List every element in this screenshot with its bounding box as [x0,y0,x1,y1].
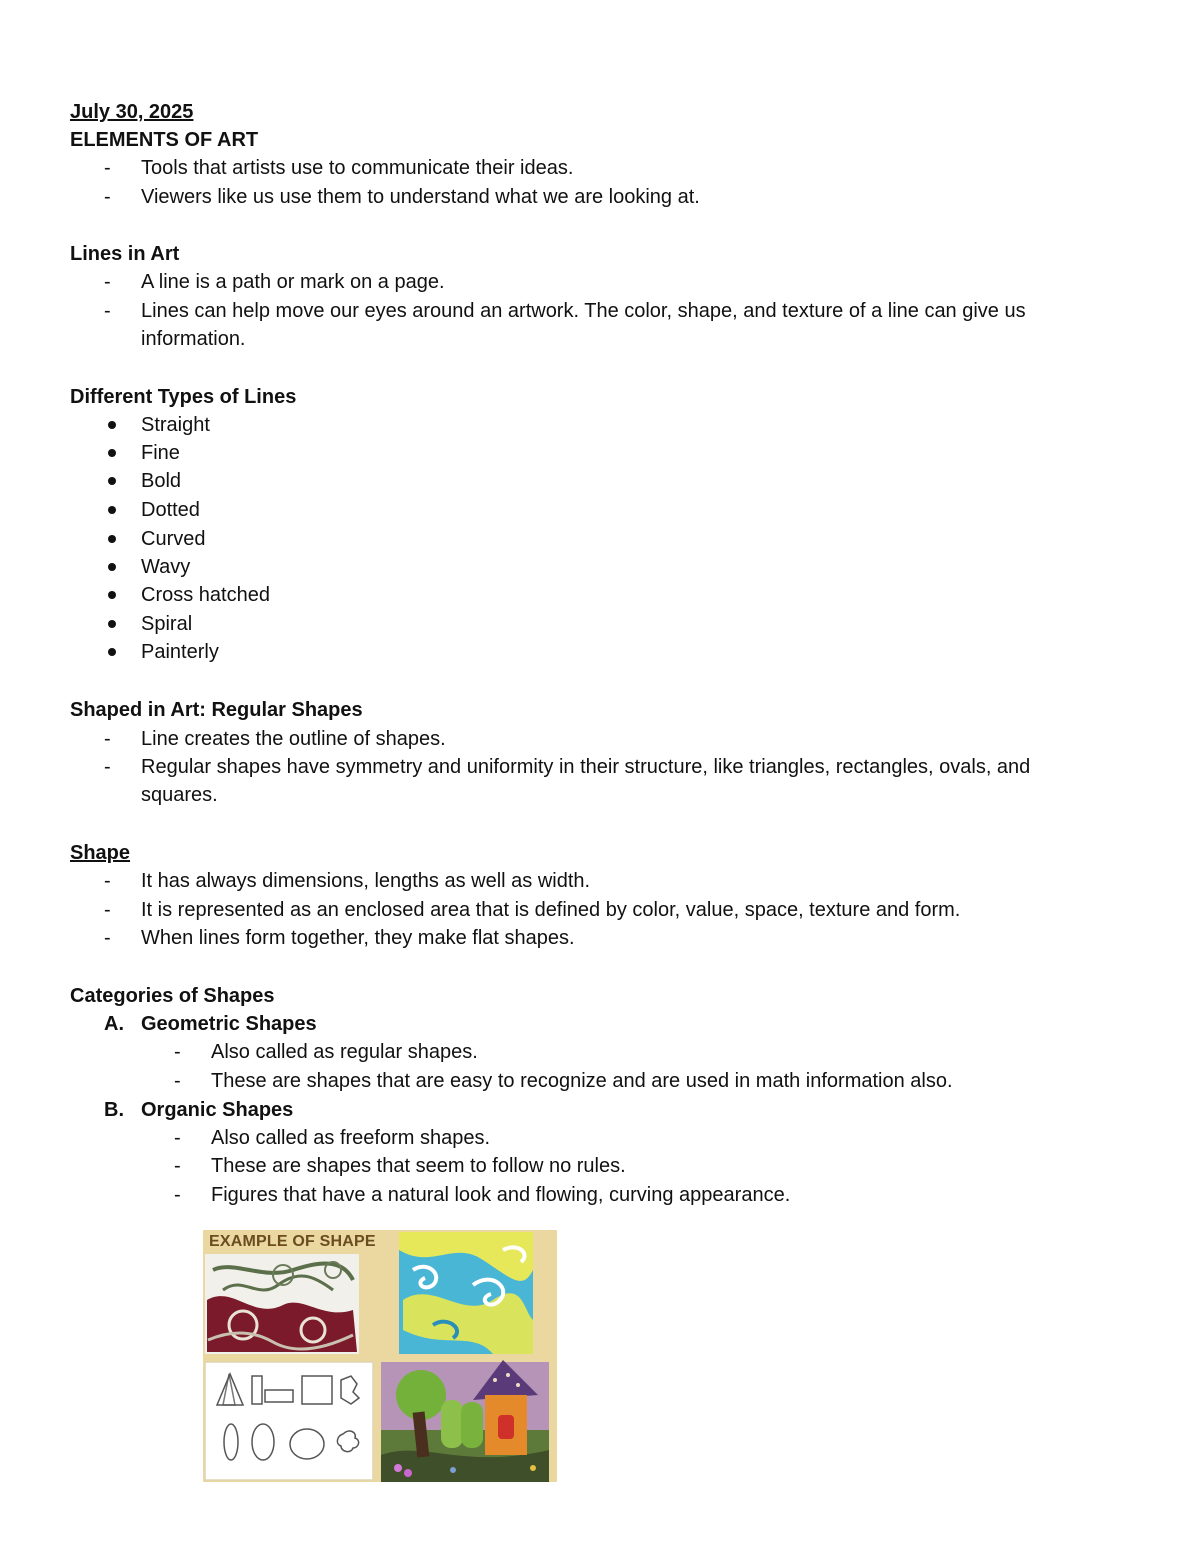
list-item-text: Lines can help move our eyes around an artwork. The color, shape, and texture of a line can give us [141,300,1026,322]
sub-list-item-text: These are shapes that are easy to recognize and are used in math information also. [211,1070,953,1092]
doodle-panel [205,1254,359,1354]
bullet-item-text: Dotted [141,499,200,521]
list-item-text: It has always dimensions, lengths as well as width. [141,870,591,892]
bullet-dot [108,449,116,457]
sub-list-item-text: Also called as regular shapes. [211,1041,478,1063]
heading-elements-of-art: ELEMENTS OF ART [70,129,259,151]
bullet-dot [108,620,116,628]
dash-marker: - [174,1184,181,1206]
dash-marker: - [104,927,111,949]
category-letter: A. [104,1013,124,1035]
heading-lines-in-art: Lines in Art [70,243,180,265]
dash-marker: - [104,300,111,322]
dash-marker: - [174,1127,181,1149]
figure-title: EXAMPLE OF SHAPE [209,1233,376,1250]
sub-list-item-text: Figures that have a natural look and flowing, curving appearance. [211,1184,791,1206]
category-title: Geometric Shapes [141,1013,317,1035]
outline-shapes-panel [205,1362,373,1480]
heading-regular-shapes: Shaped in Art: Regular Shapes [70,699,363,721]
bullet-item-text: Painterly [141,641,219,663]
bullet-item-text: Wavy [141,556,191,578]
landscape-collage-panel [381,1360,549,1482]
bullet-item-text: Fine [141,442,180,464]
dash-marker: - [104,870,111,892]
bullet-item-text: Cross hatched [141,584,270,606]
list-item-text: squares. [141,784,218,806]
dash-marker: - [104,157,111,179]
bullet-dot [108,421,116,429]
sub-list-item-text: Also called as freeform shapes. [211,1127,491,1149]
heading-categories-of-shapes: Categories of Shapes [70,985,275,1007]
list-item-text: It is represented as an enclosed area that is defined by color, value, space, texture and form. [141,899,961,921]
dash-marker: - [174,1155,181,1177]
dash-marker: - [104,271,111,293]
bullet-dot [108,563,116,571]
collage-artwork [203,1230,557,1482]
bullet-dot [108,648,116,656]
dash-marker: - [174,1070,181,1092]
list-item-text: When lines form together, they make flat shapes. [141,927,575,949]
list-item-text: Viewers like us use them to understand what we are looking at. [141,186,700,208]
heading-shape: Shape [70,842,131,864]
example-of-shape-image [203,1230,557,1482]
document-date: July 30, 2025 [70,101,194,123]
bullet-item-text: Straight [141,414,210,436]
bullet-dot [108,506,116,514]
bullet-item-text: Bold [141,470,182,492]
bullet-item-text: Spiral [141,613,193,635]
dash-marker: - [104,756,111,778]
bullet-item-text: Curved [141,528,206,550]
category-title: Organic Shapes [141,1099,294,1121]
list-item-text: Line creates the outline of shapes. [141,728,446,750]
sub-list-item-text: These are shapes that seem to follow no rules. [211,1155,626,1177]
abstract-panel [399,1232,533,1354]
category-letter: B. [104,1099,124,1121]
dash-marker: - [104,186,111,208]
dash-marker: - [104,899,111,921]
list-item-text: A line is a path or mark on a page. [141,271,445,293]
list-item-text: Regular shapes have symmetry and uniformity in their structure, like triangles, rectangles, ovals, and [141,756,1031,778]
list-item-text: Tools that artists use to communicate their ideas. [141,157,574,179]
bullet-dot [108,535,116,543]
dash-marker: - [104,728,111,750]
heading-types-of-lines: Different Types of Lines [70,386,297,408]
bullet-dot [108,591,116,599]
dash-marker: - [174,1041,181,1063]
bullet-dot [108,477,116,485]
list-item-text: information. [141,328,246,350]
